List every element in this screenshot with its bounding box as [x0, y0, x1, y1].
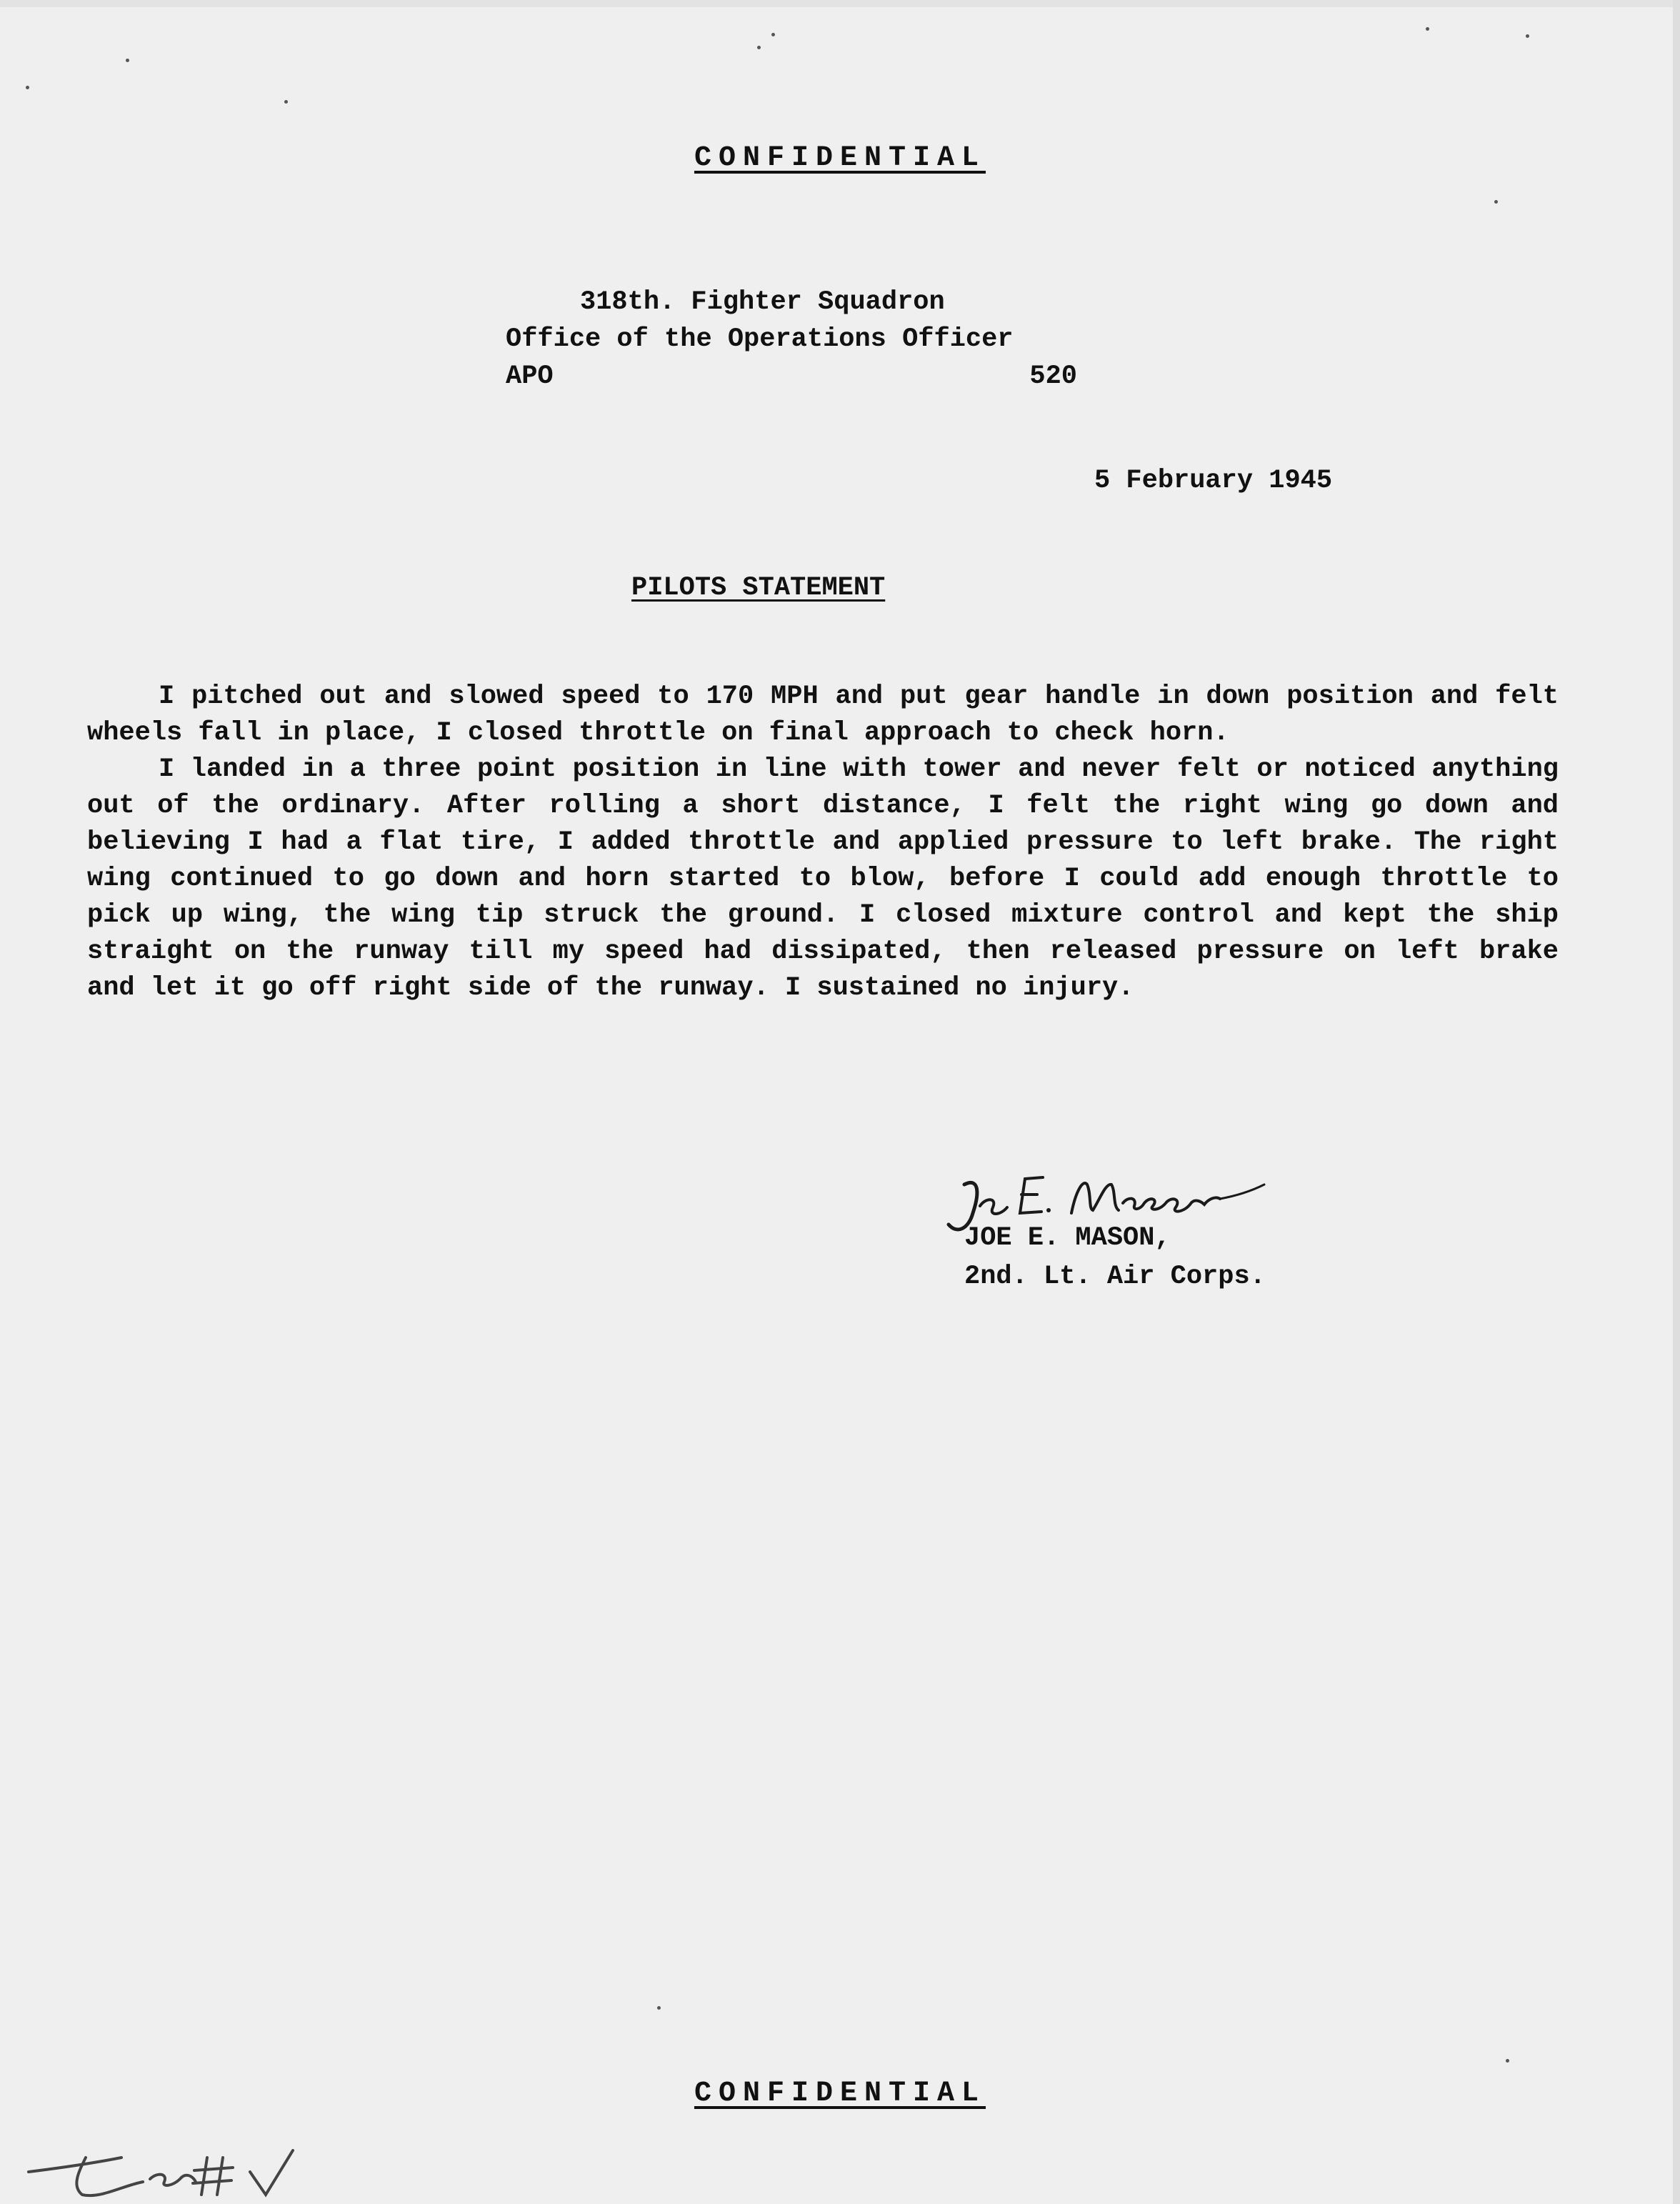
scan-speck — [1526, 34, 1529, 38]
statement-paragraph-2: I landed in a three point position in line with tower and never felt or noticed anything out of the ordinary. After rolling a short distance, I felt the right wing go down and believing I had a flat tire, I added throttle and applied pressure to left brake. The right wing continued to go down and horn started to blow, before I could add enough throttle to pick up wing, the wing tip struck the ground. I closed mixture control and kept the ship straight on the runway till my speed had dissipated, then released pressure on left brake and let it go off right side of the runway. I sustained no injury. — [87, 754, 1559, 1003]
classification-header: CONFIDENTIAL — [694, 142, 986, 174]
scan-speck — [657, 2006, 661, 2010]
signatory-rank: 2nd. Lt. Air Corps. — [964, 1262, 1266, 1292]
classification-footer: CONFIDENTIAL — [694, 2078, 986, 2110]
apo-label: APO — [506, 361, 554, 392]
unit-name: 318th. Fighter Squadron — [580, 287, 945, 317]
document-date: 5 February 1945 — [1094, 466, 1333, 496]
signature-block — [936, 1163, 1379, 1306]
apo-line — [506, 359, 1077, 396]
scan-speck — [1494, 200, 1498, 204]
apo-number: 520 — [1029, 361, 1077, 392]
scan-speck — [757, 46, 761, 49]
document-title: PILOTS STATEMENT — [631, 573, 886, 603]
statement-paragraph-1: I pitched out and slowed speed to 170 MPH and put gear handle in down position and felt wheels fall in place, I closed throttle on final approach to check horn. — [87, 682, 1559, 748]
scan-speck — [126, 59, 129, 62]
scan-speck — [26, 86, 29, 89]
office-name: Office of the Operations Officer — [506, 324, 1014, 354]
handwritten-margin-note — [14, 2129, 371, 2204]
scan-speck — [284, 100, 288, 104]
statement-body — [87, 679, 1559, 1007]
scan-speck — [1426, 27, 1429, 31]
signatory-name: JOE E. MASON, — [964, 1223, 1171, 1253]
letterhead — [506, 284, 1086, 396]
scan-speck — [1506, 2059, 1509, 2063]
scan-speck — [771, 33, 775, 36]
